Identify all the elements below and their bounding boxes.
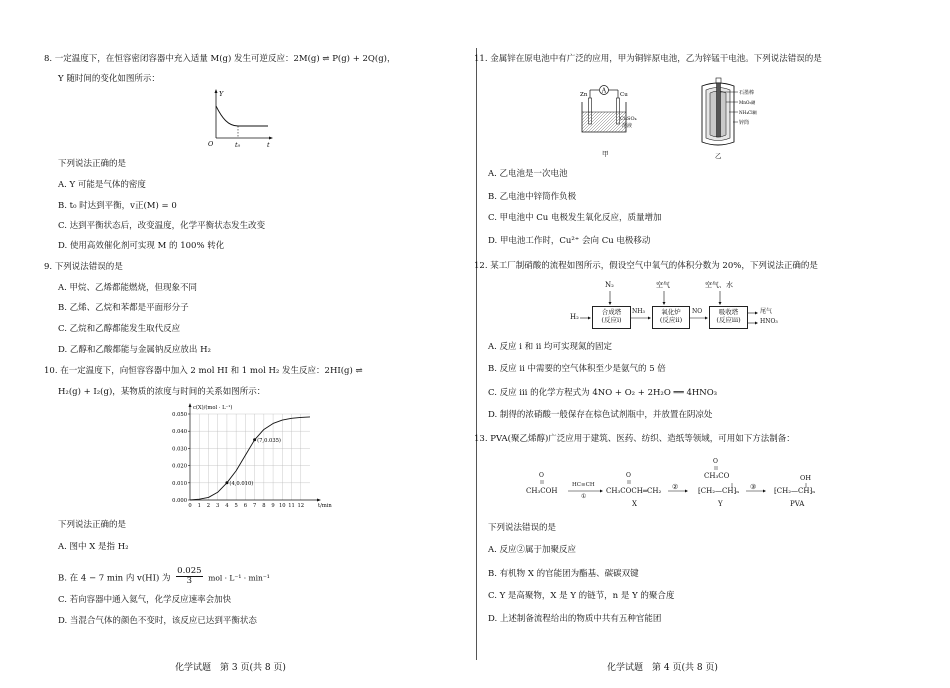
q12-stem: 12. 某工厂制硝酸的流程如图所示，假设空气中氧气的体积分数为 20%，下列说法正确的是 <box>474 261 818 271</box>
flow-box-absorption <box>709 306 748 329</box>
y-tick-label: 0.050 <box>172 412 187 418</box>
flow-nh3: NH₃ <box>632 308 645 315</box>
polymer-y-label: Y <box>718 500 723 508</box>
compound-x-label: X <box>632 500 637 508</box>
polymer-pva: ⁅CH₂—CH⁆ₙ <box>774 487 816 495</box>
q13-option-b: B. 有机物 X 的官能团为酯基、碳碳双键 <box>488 569 639 579</box>
column-divider <box>476 48 477 660</box>
left-footer: 化学试题 第 3 页(共 8 页) <box>175 663 286 673</box>
series-line-X <box>190 417 310 500</box>
q9-option-a: A. 甲烷、乙烯都能燃烧，但现象不同 <box>58 283 198 293</box>
q12-flow <box>570 282 790 332</box>
x-tick-label: 8 <box>262 503 266 509</box>
annotation-label: (7,0.035) <box>257 437 281 444</box>
y-tick-label: 0.020 <box>172 463 187 470</box>
x-tick-label: 4 <box>225 503 229 509</box>
q8-prompt: 下列说法正确的是 <box>58 159 127 169</box>
flow-tail-gas: 尾气 <box>760 308 773 315</box>
label-mno2: MnO₂糊 <box>739 100 756 105</box>
x-tick-label: 1 <box>197 503 201 509</box>
x-tick-label: 3 <box>216 503 220 509</box>
q11-option-a: A. 乙电池是一次电池 <box>488 169 568 179</box>
caption-jia: 甲 <box>602 150 609 158</box>
q11-stem: 11. 金属锌在原电池中有广泛的应用，甲为铜锌原电池，乙为锌锰干电池。下列说法错误的是 <box>474 54 822 64</box>
x-tick-label: 11 <box>288 503 295 509</box>
q8-option-b: B. t₀ 时达到平衡，v正(M) = 0 <box>58 201 177 211</box>
flow-box-synthesis <box>592 306 631 329</box>
q11-option-b: B. 乙电池中锌筒作负极 <box>488 192 577 202</box>
q10-option-c: C. 若向容器中通入氦气，化学反应速率会加快 <box>58 595 232 605</box>
ammeter-label: A <box>601 87 607 95</box>
x-tick-label: 2 <box>206 503 211 509</box>
q11-cell-jia <box>576 84 646 160</box>
flow-h2: H₂ <box>570 313 579 321</box>
x-tick-label: 12 <box>297 503 305 509</box>
compound-x: CH₃COCH═CH₂ <box>606 487 662 495</box>
flow-box-oxidation-name: 氧化炉 <box>661 308 681 316</box>
graphite-cap <box>716 78 721 83</box>
step-3: ③ <box>750 483 757 491</box>
q13-prompt: 下列说法错误的是 <box>488 523 557 533</box>
x-tick-label: 10 <box>279 503 286 509</box>
q12-option-a: A. 反应 ⅰ 和 ⅱ 均可实现氮的固定 <box>488 342 613 352</box>
y-carbonyl-o: O <box>713 458 718 465</box>
flow-air-2: 空气、水 <box>705 281 733 289</box>
x-tick-label: 5 <box>234 503 238 509</box>
q11-option-d: D. 甲电池工作时，Cu²⁺ 会向 Cu 电极移动 <box>488 236 651 246</box>
label-nh4cl: NH₄Cl糊 <box>739 110 757 115</box>
label-zinc-can: 锌筒 <box>739 120 750 126</box>
pva-hydroxyl: OH <box>800 474 811 482</box>
q13-option-a: A. 反应②属于加聚反应 <box>488 545 577 555</box>
x-axis-arrow <box>317 499 321 502</box>
polymer-y: ⁅CH₂—CH⁆ₙ <box>698 487 740 495</box>
annotation-label: (4,0.010) <box>229 480 254 487</box>
q10-prompt: 下列说法正确的是 <box>58 520 127 530</box>
q8-option-d: D. 使用高效催化剂可实现 M 的 100% 转化 <box>58 241 225 251</box>
annotation-point <box>253 438 256 441</box>
q8-y-label: Y <box>219 90 224 98</box>
q9-option-d: D. 乙醇和乙酸都能与金属钠反应放出 H₂ <box>58 345 211 355</box>
y-tick-label: 0.030 <box>172 446 187 453</box>
reagent-acetylene: HC≡CH <box>572 482 595 488</box>
flow-box-absorption-name: 吸收塔 <box>718 308 739 316</box>
flow-box-oxidation-rxn: (反应ⅱ) <box>659 316 683 325</box>
q8-option-a: A. Y 可能是气体的密度 <box>58 180 146 190</box>
q8-curve <box>216 106 268 126</box>
q13-stem: 13. PVA(聚乙烯醇)广泛应用于建筑、医药、纺织、造纸等领域，可用如下方法制备： <box>474 434 795 444</box>
q10-fraction-den: 3 <box>186 576 193 587</box>
q8-x-label: t <box>267 141 270 149</box>
x-tick-label: 0 <box>188 503 192 509</box>
x-axis-label: t/min <box>318 503 332 509</box>
q10-option-a: A. 图中 X 是指 H₂ <box>58 542 129 552</box>
step-2: ② <box>672 483 679 491</box>
q12-option-b: B. 反应 ⅱ 中需要的空气体积至少是氨气的 5 倍 <box>488 364 666 374</box>
start-carbonyl-o: O <box>539 472 544 479</box>
q10-fraction <box>176 567 202 587</box>
q13-option-d: D. 上述制备流程给出的物质中共有五种官能团 <box>488 614 662 624</box>
polymer-pva-label: PVA <box>790 500 805 508</box>
q13-option-c: C. Y 是高聚物，X 是 Y 的链节，n 是 Y 的聚合度 <box>488 591 675 601</box>
step-1: ① <box>581 493 587 500</box>
flow-box-synthesis-rxn: (反应ⅰ) <box>601 316 622 325</box>
q13-scheme <box>518 453 838 515</box>
q8-stem-1: 8. 一定温度下，在恒容密闭容器中充入适量 M(g) 发生可逆反应：2M(g) ⇌ P(g) + 2Q(g)， <box>44 54 396 64</box>
q10-option-b-text: B. 在 4 − 7 min 内 v(HI) 为 <box>58 573 171 584</box>
cu-label: Cu <box>620 92 628 98</box>
solution-label-1: CuSO₄ <box>620 116 637 122</box>
q8-t0-label: t₀ <box>235 141 241 149</box>
q9-option-c: C. 乙烷和乙醇都能发生取代反应 <box>58 324 181 334</box>
q8-origin: O <box>208 140 214 148</box>
x-carbonyl-o: O <box>626 472 631 479</box>
acetic-acid: CH₃COH <box>526 487 558 495</box>
x-tick-label: 6 <box>243 503 248 509</box>
q11-cell-yi <box>694 76 774 162</box>
q11-option-c: C. 甲电池中 Cu 电极发生氧化反应，质量增加 <box>488 213 662 223</box>
flow-air-1: 空气 <box>656 281 670 289</box>
caption-yi: 乙 <box>715 152 722 160</box>
x-tick-label: 9 <box>271 503 275 509</box>
flow-n2: N₂ <box>605 281 614 289</box>
q10-chart <box>160 400 330 516</box>
right-footer: 化学试题 第 4 页(共 8 页) <box>607 663 718 673</box>
q10-option-b <box>58 568 270 588</box>
q8-option-c: C. 达到平衡状态后，改变温度，化学平衡状态发生改变 <box>58 221 266 231</box>
y-tick-label: 0.000 <box>172 498 187 504</box>
flow-no: NO <box>692 308 703 315</box>
y-acetyl: CH₃CO <box>704 472 730 480</box>
flow-box-absorption-rxn: (反应ⅲ) <box>716 316 741 325</box>
y-axis-label: c(X)/(mol · L⁻¹) <box>193 405 233 411</box>
q10-fraction-unit: mol · L⁻¹ · min⁻¹ <box>208 573 270 583</box>
y-tick-label: 0.040 <box>172 429 187 436</box>
x-tick-label: 7 <box>252 503 257 509</box>
q10-stem-1: 10. 在一定温度下，向恒容容器中加入 2 mol HI 和 1 mol H₂ 发生反应：2HI(g) ⇌ <box>44 366 363 376</box>
q9-option-b: B. 乙烯、乙烷和苯都是平面形分子 <box>58 303 189 313</box>
q10-stem-2: H₂(g) + I₂(g)，某物质的浓度与时间的关系如图所示： <box>58 387 266 397</box>
label-graphite: 石墨棒 <box>739 90 755 96</box>
zn-label: Zn <box>580 92 588 98</box>
q12-option-c: C. 反应 ⅲ 的化学方程式为 4NO + O₂ + 2H₂O ══ 4HNO₃ <box>488 388 718 398</box>
solution-label-2: 溶液 <box>622 123 633 129</box>
flow-box-oxidation <box>652 306 690 329</box>
y-tick-label: 0.010 <box>172 480 187 487</box>
flow-hno3: HNO₃ <box>760 318 778 325</box>
q8-stem-2: Y 随时间的变化如图所示： <box>58 74 160 84</box>
annotation-point <box>225 481 228 484</box>
q12-option-d: D. 制得的浓硝酸一般保存在棕色试剂瓶中，并放置在阴凉处 <box>488 410 713 420</box>
graphite-rod <box>717 83 721 137</box>
y-axis-arrow <box>189 403 192 407</box>
q8-graph <box>206 88 276 152</box>
q9-stem: 9. 下列说法错误的是 <box>44 262 123 272</box>
q10-option-d: D. 当混合气体的颜色不变时，该反应已达到平衡状态 <box>58 616 257 626</box>
flow-box-synthesis-name: 合成塔 <box>601 308 622 316</box>
q10-fraction-num: 0.025 <box>177 566 202 576</box>
